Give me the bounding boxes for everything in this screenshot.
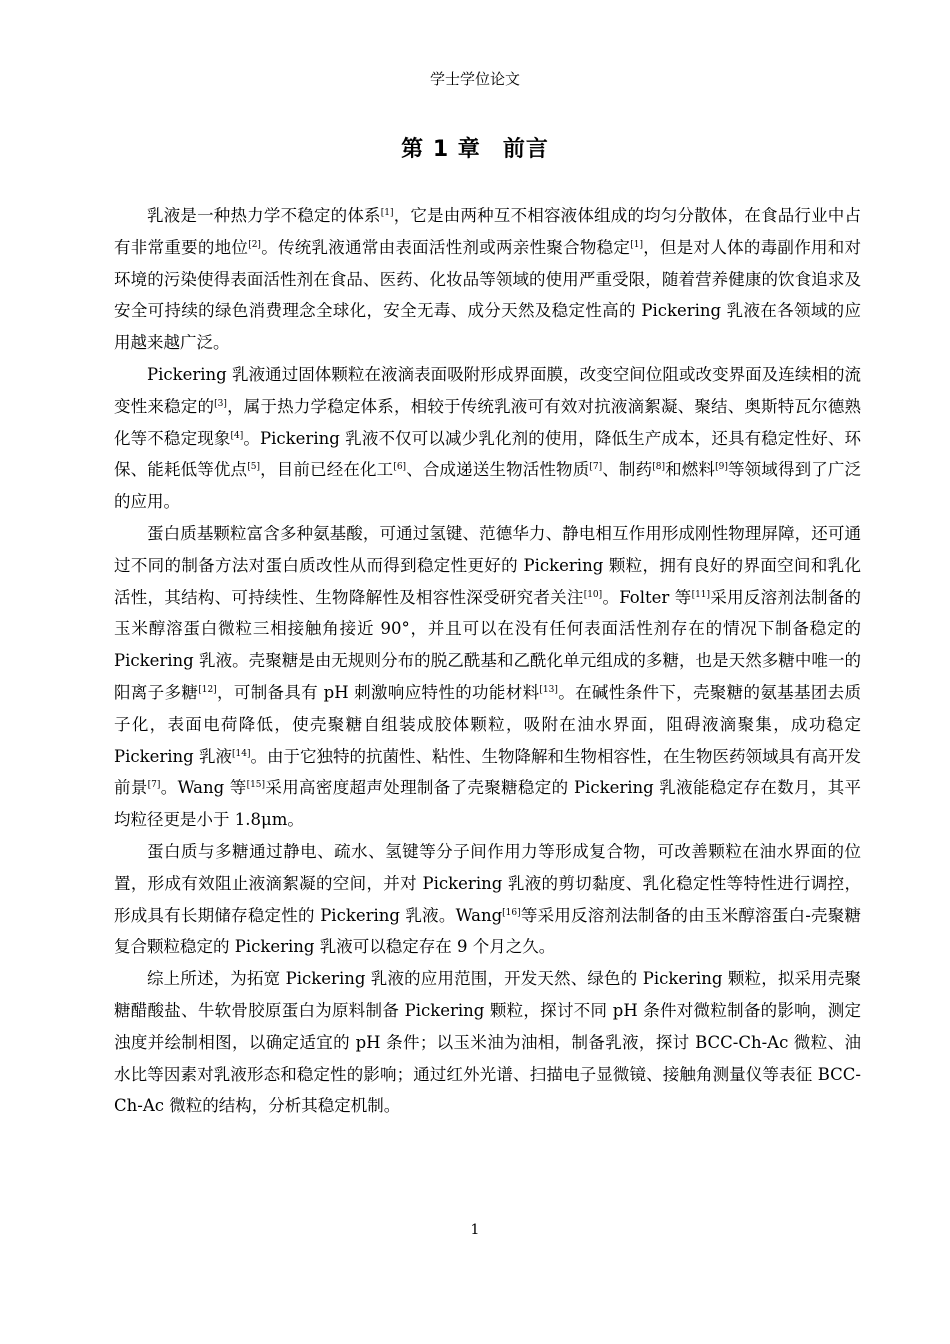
paragraph-4 — [114, 836, 861, 963]
text-run: 、制药 — [602, 460, 653, 480]
paragraph-2 — [114, 359, 861, 518]
text-run: 。在碱性条件下，壳聚糖的氨基基团去质子化，表面电荷降低，使壳聚糖自组装成胶体颗粒，吸附在油水界面，阻碍液滴聚集，成功稳定 Pickering 乳液 — [114, 682, 862, 766]
text-run: 等领域得到了广泛的应用。 — [114, 460, 862, 512]
citation: [12] — [198, 684, 217, 695]
page-number: 1 — [470, 1222, 480, 1238]
citation: [1] — [630, 239, 643, 250]
text-run: ，它是由两种互不相容液体组成的均匀分散体，在食品行业中占有非常重要的地位 — [114, 206, 862, 257]
citation: [5] — [247, 462, 260, 473]
text-run: 。传统乳液通常由表面活性剂或两亲性聚合物稳定 — [260, 237, 631, 257]
text-run: 综上所述，为拓宽 Pickering 乳液的应用范围，开发天然、绿色的 Pickering 颗粒，拟采用壳聚糖醋酸盐、牛软骨胶原蛋白为原料制备 Pickering 颗粒，探讨不同 pH 条件对微粒制备的影响，测定浊度并绘制相图，以确定适宜的 pH 条件；以玉米油为油相，制备乳液，探讨 BCC-Ch-Ac 微粒、油水比等因素对乳液形态和稳定性的影响；通过红外光谱、扫描电子显微镜、接触角测量仪等表征 BCC-Ch-Ac 微粒的结构，分析其稳定机制。 — [114, 969, 861, 1116]
citation: [3] — [214, 398, 227, 409]
body-text — [114, 200, 861, 1122]
paragraph-5 — [114, 963, 861, 1122]
citation: [14] — [231, 748, 251, 759]
chapter-title — [0, 136, 950, 164]
citation: [7] — [589, 462, 603, 473]
text-run: ，但是对人体的毒副作用和对环境的污染使得表面活性剂在食品、医药、化妆品等领域的使用严重受限，随着营养健康的饮食追求及安全可持续的绿色消费理念全球化，安全无毒、成分天然及稳定性高的 Pickering 乳液在各领域的应用越来越广泛。 — [114, 237, 862, 353]
text-run: 。Wang 等 — [160, 778, 247, 798]
citation: [1] — [380, 208, 394, 218]
text-run: Pickering 乳液通过固体颗粒在液滴表面吸附形成界面膜，改变空间位阻或改变界面及连续相的流变性来稳定的 — [114, 364, 861, 416]
citation: [16] — [502, 907, 521, 918]
citation: [15] — [246, 780, 266, 791]
running-header: 学士学位论文 — [429, 70, 520, 88]
text-run: 、合成递送生物活性物质 — [406, 460, 590, 480]
text-run: 蛋白质基颗粒富含多种氨基酸，可通过氢键、范德华力、静电相互作用形成刚性物理屏障，还可通过不同的制备方法对蛋白质改性从而得到稳定性更好的 Pickering 颗粒，拥有良好的界面空间和乳化活性，其结构、可持续性、生物降解性及相容性深受研究者关注 — [114, 523, 861, 607]
paragraph-1 — [114, 200, 861, 359]
text-run: ，目前已经在化工 — [259, 460, 394, 480]
text-run: 采用高密度超声处理制备了壳聚糖稳定的 Pickering 乳液能稳定存在数月，其平均粒径更是小于 1.8μm。 — [114, 778, 861, 830]
text-run: 蛋白质与多糖通过静电、疏水、氢键等分子间作用力等形成复合物，可改善颗粒在油水界面的位置，形成有效阻止液滴絮凝的空间，并对 Pickering 乳液的剪切黏度、乳化稳定性等特性进行调控，形成具有长期储存稳定性的 Pickering 乳液。Wang — [114, 841, 861, 925]
text-run: ，可制备具有 pH 刺激响应特性的功能材料 — [216, 682, 540, 702]
text-run: 乳液是一种热力学不稳定的体系 — [147, 206, 381, 225]
text-run: ，属于热力学稳定体系，相较于传统乳液可有效对抗液滴絮凝、聚结、奥斯特瓦尔德熟化等不稳定现象 — [114, 396, 861, 448]
citation: [13] — [539, 684, 558, 695]
chapter-name: 前言 — [502, 137, 549, 162]
paragraph-3 — [114, 518, 861, 836]
text-run: 。由于它独特的抗菌性、粘性、生物降解和生物相容性，在生物医药领域具有高开发前景 — [114, 746, 861, 798]
citation: [4] — [230, 430, 244, 441]
text-run: 。Folter 等 — [602, 587, 692, 607]
citation: [11] — [691, 589, 711, 600]
text-run: 等采用反溶剂法制备的由玉米醇溶蛋白-壳聚糖复合颗粒稳定的 Pickering 乳液可以稳定存在 9 个月之久。 — [114, 905, 861, 957]
text-run: 和燃料 — [664, 460, 716, 480]
citation: [8] — [652, 462, 665, 473]
citation: [9] — [715, 462, 728, 473]
citation: [10] — [583, 589, 603, 600]
citation: [2] — [248, 239, 261, 250]
chapter-number: 第 1 章 — [401, 137, 481, 162]
citation: [6] — [393, 462, 407, 473]
text-run: 采用反溶剂法制备的玉米醇溶蛋白微粒三相接触角接近 90°，并且可以在没有任何表面活性剂存在的情况下制备稳定的 Pickering 乳液。壳聚糖是由无规则分布的脱乙酰基和乙酰化单元组成的多糖，也是天然多糖中唯一的阳离子多糖 — [114, 587, 862, 702]
text-run: 。Pickering 乳液不仅可以减少乳化剂的使用，降低生产成本，还具有稳定性好、环保、能耗低等优点 — [114, 428, 862, 480]
citation: [7] — [147, 780, 161, 791]
